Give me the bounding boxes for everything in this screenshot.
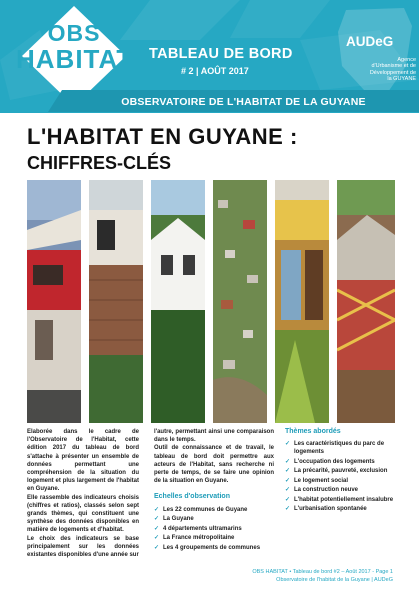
check-icon: ✓: [285, 477, 291, 484]
photo-wood-facade: [275, 180, 329, 423]
photo-red-house: [27, 180, 81, 423]
page-title: L'HABITAT EN GUYANE :: [27, 124, 298, 149]
logo-line2: HABITAT: [16, 44, 134, 74]
check-icon: ✓: [285, 506, 291, 513]
scales-list: [154, 506, 274, 552]
list-item: ✓ L'occupation des logements: [285, 458, 375, 465]
check-icon: ✓: [285, 458, 291, 465]
check-icon: ✓: [285, 496, 291, 503]
agency-tagline: Agence d'Urbanisme et de Développement de la GUYANE: [369, 57, 416, 82]
list-item: ✓ La Guyane: [154, 516, 194, 523]
list-item: ✓ Les 4 groupements de communes: [154, 544, 261, 551]
check-icon: ✓: [154, 544, 160, 551]
list-item: ✓ Les 22 communes de Guyane: [154, 506, 248, 513]
board-title: TABLEAU DE BORD: [149, 46, 293, 62]
logo-line1: OBS: [47, 20, 101, 46]
list-item: ✓ La France métropolitaine: [154, 535, 235, 542]
middle-column: [154, 428, 274, 553]
page-footer: [252, 568, 393, 584]
intro-paragraph-2: Elle rassemble des indicateurs choisis (chiffres et ratios), classés selon sept grands thèmes, qui constituent une synthèse des données disponibles en matière de logements et d'habitat.: [27, 494, 139, 534]
intro-paragraph-4: l'autre, permettant ainsi une comparaison dans le temps.: [154, 429, 274, 444]
scales-heading: Echelles d'observation: [154, 493, 230, 501]
themes-column: [285, 428, 395, 515]
intro-paragraph-5: Outil de connaissance et de travail, le tableau de bord doit permettre aux acteurs de l'Habitat, sans recherche ni perte de temps, de se faire une opinion de la situation en Guyane.: [154, 445, 274, 485]
guyane-map-icon: [336, 6, 414, 96]
check-icon: ✓: [154, 506, 160, 513]
photo-painted-house: [337, 180, 395, 423]
band-title: OBSERVATOIRE DE L'HABITAT DE LA GUYANE: [121, 96, 366, 108]
intro-paragraph-1: Elaborée dans le cadre de l'Observatoire de l'Habitat, cette édition 2017 du tableau de bord s'attache à présenter un ensemble de données permettant une compréhension de la situation du logement et plus largement de l'habitat en Guyane.: [27, 429, 139, 493]
themes-list: [285, 440, 395, 513]
check-icon: ✓: [154, 516, 160, 523]
check-icon: ✓: [285, 487, 291, 494]
footer-line2: Observatoire de l'habitat de la Guyane | AUDeG: [276, 577, 393, 583]
list-item: ✓ La précarité, pauvreté, exclusion: [285, 468, 388, 475]
logo: [16, 22, 132, 72]
check-icon: ✓: [154, 535, 160, 542]
list-item: ✓ 4 départements ultramarins: [154, 525, 242, 532]
intro-paragraph-3: Le choix des indicateurs se base principalement sur les données existantes disponibles d'une année sur: [27, 535, 139, 559]
board-subtitle: # 2 | AOÛT 2017: [181, 66, 249, 76]
list-item: ✓ L'habitat potentiellement insalubre: [285, 496, 394, 503]
photo-aerial-view: [213, 180, 267, 423]
photo-strip: [27, 180, 395, 423]
check-icon: ✓: [285, 441, 291, 448]
check-icon: ✓: [154, 525, 160, 532]
photo-corrugated-house: [89, 180, 143, 423]
list-item: ✓ La construction neuve: [285, 487, 359, 494]
page-subtitle: CHIFFRES-CLÉS: [27, 153, 171, 173]
check-icon: ✓: [285, 468, 291, 475]
intro-column: [27, 428, 139, 559]
list-item: ✓ Le logement social: [285, 477, 349, 484]
list-item: ✓ L'urbanisation spontanée: [285, 506, 367, 513]
agency-name: AUDeG: [346, 34, 394, 49]
list-item: ✓ Les caractéristiques du parc de logements: [285, 441, 385, 456]
footer-line1: OBS HABITAT • Tableau de bord #2 – Août 2017 - Page 1: [252, 569, 393, 575]
photo-white-house: [151, 180, 205, 423]
themes-heading: Thèmes abordés: [285, 428, 341, 435]
